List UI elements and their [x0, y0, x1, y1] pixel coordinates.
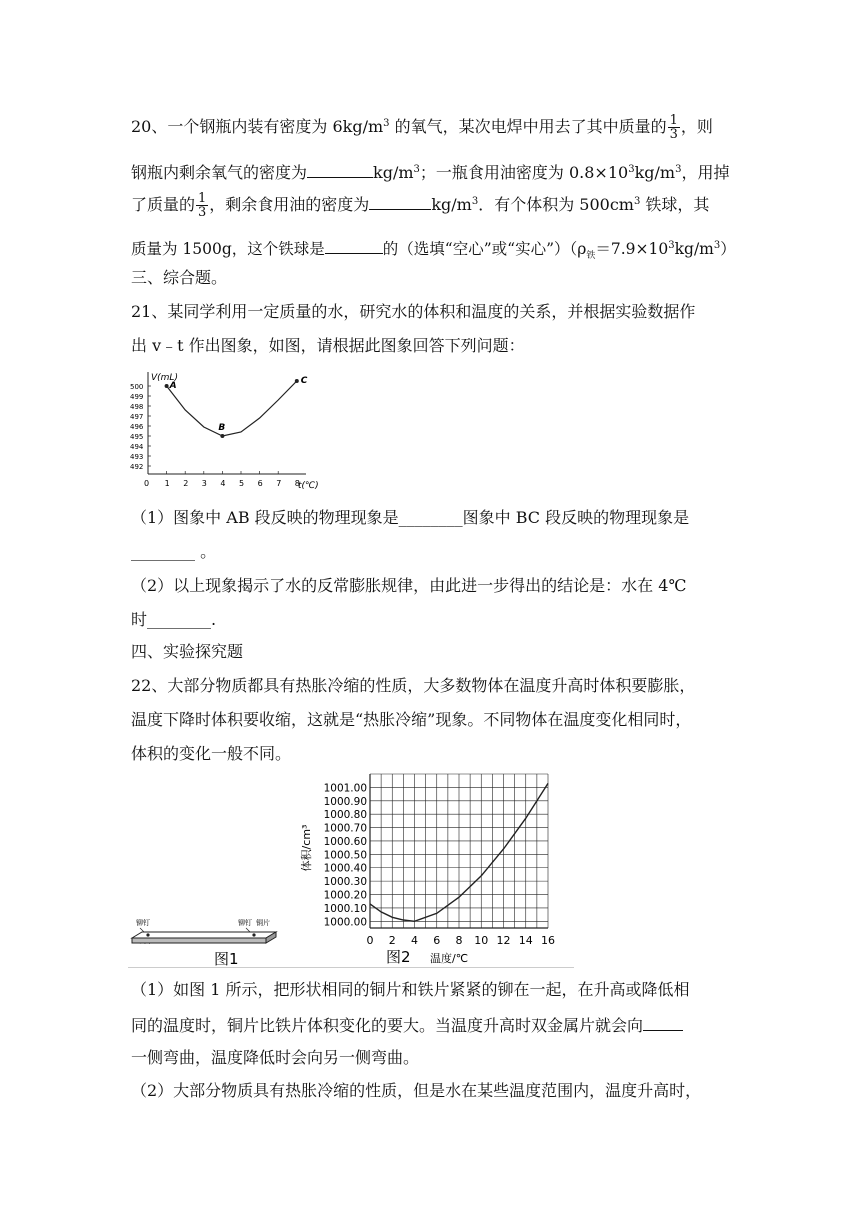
x-tick-label: 4: [411, 934, 418, 947]
x-tick-label: 2: [183, 479, 189, 488]
superscript: 3: [675, 164, 682, 175]
data-point: [220, 434, 224, 438]
answer-blank[interactable]: [325, 237, 383, 254]
text: 的（选填“空心”或“实心”）（ρ: [382, 240, 587, 258]
text: 的氧气，某次电焊中用去了其中质量的: [389, 117, 667, 136]
point-label: A: [169, 381, 177, 391]
rivet-label: 铆钉: [238, 919, 252, 927]
y-tick-label: 1000.90: [323, 795, 367, 808]
x-tick-label: 0: [366, 934, 374, 947]
y-tick-label: 1000.70: [323, 822, 367, 835]
y-tick-label: 496: [130, 423, 144, 431]
x-tick-label: 14: [518, 934, 533, 947]
y-tick-label: 1000.50: [323, 849, 367, 862]
q22-line-1: 22、大部分物质都具有热胀冷缩的性质，大多数物体在温度升高时体积要膨胀，: [131, 676, 696, 695]
q20-line-3: [131, 192, 709, 219]
x-tick-label: 4: [220, 479, 226, 488]
text: 铁球，其: [640, 195, 710, 214]
y-axis-label: 体积/cm³: [300, 824, 313, 872]
q22-line-3: 体积的变化一般不同。: [131, 744, 292, 763]
text: ；一瓶食用油密度为 0.8×10: [419, 163, 629, 182]
q21-part2-line-1: （2）以上现象揭示了水的反常膨胀规律，由此进一步得出的结论是：水在 4℃: [131, 576, 687, 595]
x-tick-label: 8: [455, 934, 463, 947]
q22-part1-line-2: [131, 1014, 683, 1036]
q21-part2-line-2: 时________.: [131, 610, 217, 629]
y-tick-label: 1000.80: [323, 809, 367, 822]
text: 20、一个钢瓶内装有密度为 6kg/m: [131, 117, 384, 136]
x-axis-label: 温度/℃: [430, 952, 469, 965]
figure-divider: [128, 967, 574, 968]
text: 钢瓶内剩余氧气的密度为: [131, 163, 308, 182]
text: 质量为 1500g，这个铁球是: [131, 240, 325, 258]
text: ）: [720, 240, 736, 258]
y-tick-label: 498: [130, 403, 144, 411]
fraction: [668, 114, 680, 141]
x-tick-label: 10: [474, 934, 489, 947]
x-tick-label: 16: [541, 934, 555, 947]
q22-line-2: 温度下降时体积要收缩，这就是“热胀冷缩”现象。不同物体在温度变化相同时，: [131, 710, 692, 729]
figure-caption: 图2: [386, 948, 411, 966]
point-label: C: [300, 376, 308, 386]
q22-part1-line-3: 一侧弯曲，温度降低时会向另一侧弯曲。: [131, 1048, 420, 1067]
superscript: 3: [413, 164, 420, 175]
q21-part1-line-1: （1）图象中 AB 段反映的物理现象是________图象中 BC 段反映的物理现象是: [131, 508, 690, 527]
superscript: 3: [471, 196, 479, 207]
data-point: [295, 379, 299, 383]
text: 了质量的: [131, 195, 196, 214]
q20-line-1: [131, 114, 713, 141]
q21-line-2: 出 v﹣t 作出图象，如图，请根据此图象回答下列问题：: [131, 336, 525, 355]
superscript: 3: [633, 196, 641, 207]
y-tick-label: 499: [130, 393, 144, 401]
point-label: B: [218, 423, 226, 433]
fraction: [196, 192, 208, 219]
bimetal-strip-figure: [128, 912, 288, 970]
superscript: 3: [668, 240, 675, 251]
section-heading: 三、综合题。: [131, 268, 228, 287]
y-tick-label: 494: [130, 443, 144, 451]
q22-part1-line-1: （1）如图 1 所示，把形状相同的铜片和铁片紧紧的铆在一起，在升高或降低相: [131, 980, 690, 999]
volume-temperature-chart: [128, 368, 328, 490]
q21-part1-line-2: ________ 。: [131, 542, 217, 561]
series-line: [167, 381, 297, 436]
q20-line-4: [131, 236, 736, 266]
section-heading: 四、实验探究题: [131, 642, 244, 661]
x-tick-label: 6: [433, 934, 441, 947]
text: kg/m: [634, 163, 676, 182]
rivet-icon: [146, 933, 149, 936]
x-tick-label: 12: [496, 934, 511, 947]
iron-strip: [132, 938, 266, 943]
x-tick-label: 8: [294, 479, 300, 488]
text: 同的温度时，铜片比铁片体积变化的要大。当温度升高时双金属片就会向: [131, 1016, 644, 1035]
answer-blank[interactable]: [307, 161, 373, 178]
y-tick-label: 1000.30: [323, 876, 367, 889]
text: ，则: [680, 117, 713, 136]
q21-line-1: 21、某同学利用一定质量的水，研究水的体积和温度的关系，并根据实验数据作: [131, 302, 696, 321]
answer-blank[interactable]: [369, 193, 431, 210]
y-tick-label: 492: [130, 463, 144, 471]
y-tick-label: 1001.00: [323, 782, 367, 795]
rivet-icon: [252, 933, 255, 936]
x-tick-label: 2: [388, 934, 396, 947]
text: ＝7.9×10: [595, 240, 669, 258]
y-tick-label: 1000.00: [323, 916, 367, 929]
y-tick-label: 1000.20: [323, 889, 367, 902]
answer-blank[interactable]: [643, 1014, 683, 1031]
fraction-numerator: 1: [198, 191, 207, 206]
text: ，剩余食用油的密度为: [209, 195, 370, 214]
x-tick-label: 7: [276, 479, 282, 488]
y-tick-label: 493: [130, 453, 144, 461]
x-axis-label: t(℃): [298, 481, 319, 491]
y-axis-label: V(mL): [151, 373, 178, 383]
y-tick-label: 1000.10: [323, 902, 367, 915]
water-volume-chart: [300, 768, 555, 972]
text: kg/m: [674, 240, 714, 258]
q22-part2-line-1: （2）大部分物质具有热胀冷缩的性质，但是水在某些温度范围内，温度升高时，: [131, 1081, 702, 1100]
y-tick-label: 500: [130, 383, 144, 391]
superscript: 3: [628, 164, 635, 175]
superscript: 3: [383, 118, 390, 129]
q20-line-2: [131, 160, 729, 183]
superscript: 3: [713, 240, 721, 251]
copper-label: 铜片: [256, 919, 270, 927]
y-tick-label: 1000.40: [323, 862, 367, 875]
fraction-denominator: 3: [669, 127, 678, 142]
text: kg/m: [431, 195, 472, 214]
figure-caption: 图1: [214, 950, 239, 968]
data-point: [165, 384, 169, 388]
subscript: 铁: [586, 251, 596, 262]
text: ，用掉: [681, 163, 730, 182]
x-tick-label: 5: [239, 479, 245, 488]
x-tick-label: 6: [257, 479, 263, 488]
rivet-label: 铆钉: [136, 919, 150, 927]
fraction-numerator: 1: [669, 113, 678, 128]
x-tick-label: 3: [201, 479, 207, 488]
y-tick-label: 497: [130, 413, 144, 421]
y-tick-label: 1000.60: [323, 835, 367, 848]
text: kg/m: [373, 163, 414, 182]
text: ．有个体积为 500cm: [478, 195, 634, 214]
x-tick-label: 0: [144, 479, 150, 488]
y-tick-label: 495: [130, 433, 144, 441]
fraction-denominator: 3: [198, 205, 207, 220]
x-tick-label: 1: [164, 479, 170, 488]
